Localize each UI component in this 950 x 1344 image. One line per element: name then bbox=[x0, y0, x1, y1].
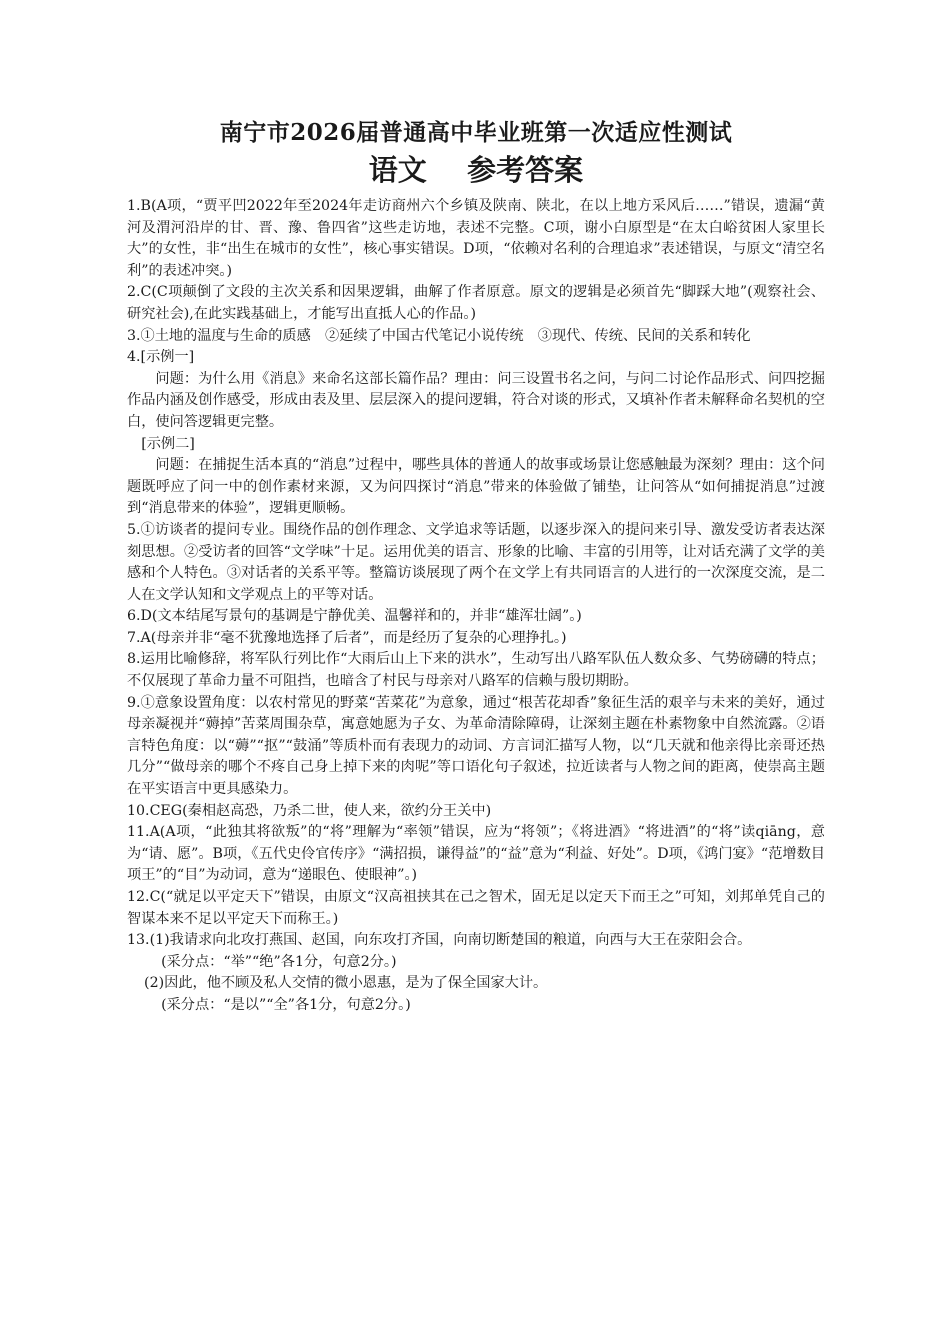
answer-4-example-1: 问题：为什么用《消息》来命名这部长篇作品？理由：问三设置书名之问，与问二讨论作品形式、问四挖掘作品内涵及创作感受，形成由表及里、层层深入的提问逻辑，符合对谈的形式，又填补作者未解释命名契机的空白，使问答逻辑更完整。 bbox=[127, 370, 825, 430]
answer-2: 2.C(C项颠倒了文段的主次关系和因果逻辑，曲解了作者原意。原文的逻辑是必须首先“脚踩大地”(观察社会、研究社会),在此实践基础上，才能写出直抵人心的作品。) bbox=[127, 284, 825, 322]
answer-13-part-1: 13.(1)我请求向北攻打燕国、赵国，向东攻打齐国，向南切断楚国的粮道，向西与大王在荥阳会合。 bbox=[127, 932, 752, 949]
answer-9: 9.①意象设置角度：以农村常见的野菜“苦菜花”为意象，通过“根苦花却香”象征生活的艰辛与未来的美好，通过母亲凝视并“薅掉”苦菜周围杂草，寓意她愿为子女、为革命清除障碍，让深刻主题在朴素物象中自然流露。②语言特色角度：以“薅”“抠”“鼓涌”等质朴而有表现力的动词、方言词汇描写人物，以“几天就和他亲得比亲哥还热几分”“做母亲的哪个不疼自己身上掉下来的肉呢”等口语化句子叙述，拉近读者与人物之间的距离，使崇高主题在平实语言中更具感染力。 bbox=[127, 694, 825, 798]
answer-sheet-page bbox=[127, 118, 825, 1017]
answer-11: 11.A(A项，“此独其将欲叛”的“将”理解为“率领”错误，应为“将领”；《将进酒》“将进酒”的“将”读qiāng，意为“请、愿”。B项，《五代史伶官传序》“满招损，谦得益”的“益”意为“利益、好处”。D项，《鸿门宴》“范增数目项王”的“目”为动词，意为“递眼色、使眼神”。) bbox=[127, 824, 825, 884]
exam-title: 南宁市2026届普通高中毕业班第一次适应性测试 bbox=[219, 119, 733, 146]
answer-13-part-2-scoring: (采分点：“是以”“全”各1分，句意2分。) bbox=[161, 996, 411, 1013]
answer-13-part-2: (2)因此，他不顾及私人交情的微小恩惠，是为了保全国家大计。 bbox=[144, 975, 548, 992]
answer-4-heading: 4.[示例一] bbox=[127, 349, 195, 366]
answer-12: 12.C(“就足以平定天下”错误，由原文“汉高祖挟其在己之智术，固无足以定天下而王之”可知，刘邦单凭自己的智谋本来不足以平定天下而称王。) bbox=[127, 889, 825, 927]
answer-13-part-1-scoring: (采分点：“举”“绝”各1分，句意2分。) bbox=[161, 953, 397, 970]
answer-8: 8.运用比喻修辞，将军队行列比作“大雨后山上下来的洪水”，生动写出八路军队伍人数众多、气势磅礴的特点；不仅展现了革命力量不可阻挡，也暗含了村民与母亲对八路军的信赖与殷切期盼。 bbox=[127, 651, 825, 690]
answer-6: 6.D(文本结尾写景句的基调是宁静优美、温馨祥和的，并非“雄浑壮阔”。) bbox=[127, 608, 582, 625]
answer-7: 7.A(母亲并非“毫不犹豫地选择了后者”，而是经历了复杂的心理挣扎。) bbox=[127, 629, 567, 646]
answer-4-heading-2: [示例二] bbox=[141, 435, 195, 452]
answer-1: 1.B(A项，“贾平凹2022年至2024年走访商州六个乡镇及陕南、陕北，在以上地方采风后……”错误，遗漏“黄河及渭河沿岸的甘、晋、豫、鲁四省”这些走访地，表述不完整。C项，谢小白原型是“在太白峪贫困人家里长大”的女性，非“出生在城市的女性”，核心事实错误。D项，“依赖对名利的合理追求”表述错误，与原文“清空名利”的表述冲突。) bbox=[127, 198, 825, 279]
answer-list bbox=[127, 196, 825, 1017]
answer-4-example-2: 问题：在捕捉生活本真的“消息”过程中，哪些具体的普通人的故事或场景让您感触最为深刻？理由：这个问题既呼应了问一中的创作素材来源，又为问四探讨“消息”带来的体验做了铺垫，让问答从“如何捕捉消息”过渡到“消息带来的体验”，逻辑更顺畅。 bbox=[127, 457, 825, 517]
answer-3: 3.①土地的温度与生命的质感 ②延续了中国古代笔记小说传统 ③现代、传统、民间的关系和转化 bbox=[127, 327, 751, 344]
page-title: 语文 参考答案 bbox=[368, 153, 584, 187]
answer-5: 5.①访谈者的提问专业。围绕作品的创作理念、文学追求等话题，以逐步深入的提问来引导、激发受访者表达深刻思想。②受访者的回答“文学味”十足。运用优美的语言、形象的比喻、丰富的引用等，让对话充满了文学的美感和个人特色。③对话者的关系平等。整篇访谈展现了两个在文学上有共同语言的人进行的一次深度交流，是二人在文学认知和文学观点上的平等对话。 bbox=[127, 521, 825, 603]
answer-10: 10.CEG(秦相赵高恐，乃杀二世，使人来，欲约分王关中) bbox=[127, 802, 492, 819]
